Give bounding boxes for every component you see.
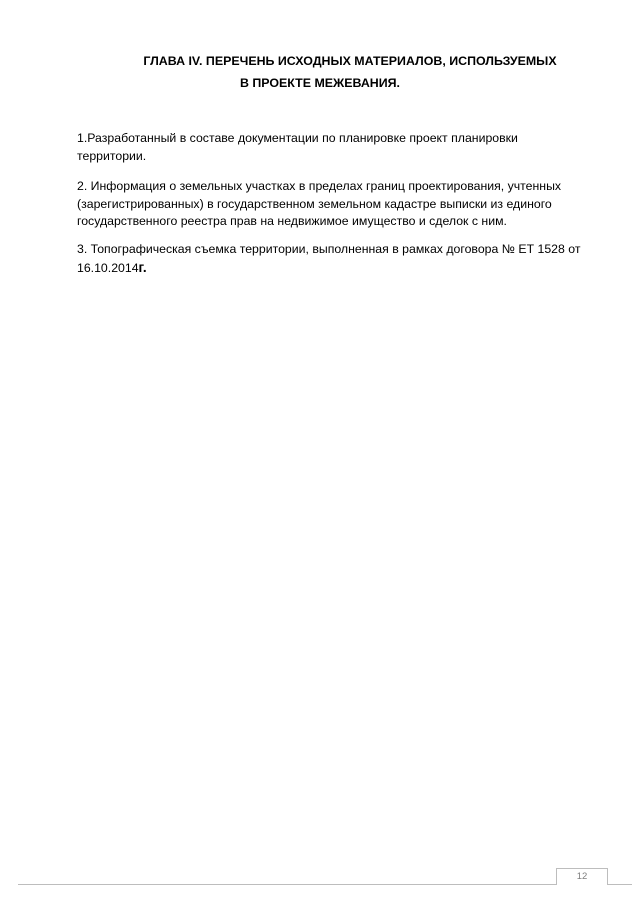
list-item-1-line-1 [77,130,607,148]
word: по [322,131,336,145]
year-suffix: г. [138,259,147,275]
list-item-1-line-2: территории. [77,148,147,163]
list-item-2-line-3: государственного реестра прав на недвижимое имущество и сделок с ним. [77,214,507,228]
word: в составе документации [179,131,319,145]
list-item-1 [77,130,607,165]
list-item-2-line-1: 2. Информация о земельных участках в пределах границ проектирования, учтенных [77,179,562,193]
list-item-3-line-2 [77,259,607,278]
chapter-heading-line-2: В ПРОЕКТЕ МЕЖЕВАНИЯ. [240,76,400,90]
list-item-2-line-2: (зарегистрированных) в государственном земельном кадастре выписки из единого [77,196,552,211]
footer-divider [18,884,632,885]
word: планировки [451,131,518,145]
word: 1.Разработанный [77,131,177,145]
list-item-3-line-1: 3. Топографическая съемка территории, выполненная в рамках договора № ЕТ 1528 от [77,242,581,256]
list-item-2 [77,178,607,231]
list-item-3 [77,241,607,277]
word: планировке [339,131,406,145]
chapter-heading-line-1: ГЛАВА IV. ПЕРЕЧЕНЬ ИСХОДНЫХ МАТЕРИАЛОВ, ИСПОЛЬЗУЕМЫХ [143,54,557,68]
date-text: 16.10.2014 [77,260,139,275]
page-number: 12 [556,868,608,885]
word: проект [409,131,448,145]
